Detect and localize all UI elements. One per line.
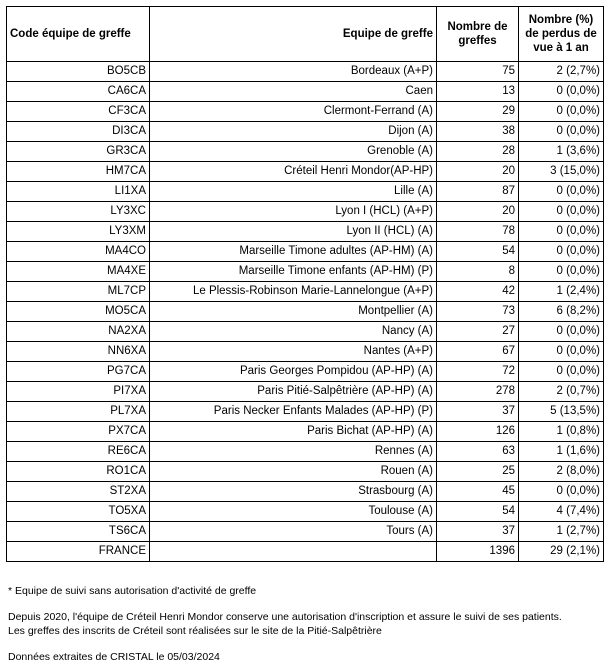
header-row — [7, 7, 604, 62]
cell-lost: 3 (15,0%) — [519, 162, 604, 182]
cell-code: PI7XA — [7, 382, 150, 402]
table-row — [7, 522, 604, 542]
cell-count: 73 — [437, 302, 519, 322]
cell-team: Marseille Timone enfants (AP-HM) (P) — [150, 262, 437, 282]
header-team: Equipe de greffe — [150, 7, 437, 62]
table-row — [7, 322, 604, 342]
cell-count: 20 — [437, 162, 519, 182]
cell-code: MA4CO — [7, 242, 150, 262]
table-row — [7, 62, 604, 82]
total-row — [7, 542, 604, 562]
cell-count: 25 — [437, 462, 519, 482]
table-row — [7, 362, 604, 382]
cell-team: Nancy (A) — [150, 322, 437, 342]
cell-team: Créteil Henri Mondor(AP-HP) — [150, 162, 437, 182]
cell-team: Strasbourg (A) — [150, 482, 437, 502]
cell-count: 37 — [437, 522, 519, 542]
cell-code: LY3XC — [7, 202, 150, 222]
cell-team: Lille (A) — [150, 182, 437, 202]
table-row — [7, 342, 604, 362]
cell-count: 54 — [437, 502, 519, 522]
cell-code: RO1CA — [7, 462, 150, 482]
cell-count: 27 — [437, 322, 519, 342]
cell-lost: 0 (0,0%) — [519, 182, 604, 202]
cell-team: Lyon I (HCL) (A+P) — [150, 202, 437, 222]
data-source: Données extraites de CRISTAL le 05/03/2024 — [8, 651, 220, 663]
cell-lost: 6 (8,2%) — [519, 302, 604, 322]
cell-code: ST2XA — [7, 482, 150, 502]
cell-lost: 0 (0,0%) — [519, 242, 604, 262]
cell-lost: 0 (0,0%) — [519, 82, 604, 102]
total-team — [150, 542, 437, 562]
table-row — [7, 302, 604, 322]
cell-lost: 1 (3,6%) — [519, 142, 604, 162]
table-row — [7, 202, 604, 222]
table-row — [7, 162, 604, 182]
cell-count: 72 — [437, 362, 519, 382]
table-row — [7, 242, 604, 262]
table-row — [7, 102, 604, 122]
cell-lost: 2 (8,0%) — [519, 462, 604, 482]
cell-lost: 2 (2,7%) — [519, 62, 604, 82]
total-code: FRANCE — [7, 542, 150, 562]
cell-lost: 0 (0,0%) — [519, 322, 604, 342]
cell-team: Paris Georges Pompidou (AP-HP) (A) — [150, 362, 437, 382]
cell-code: PX7CA — [7, 422, 150, 442]
table-row — [7, 122, 604, 142]
header-lost — [519, 7, 604, 62]
cell-count: 45 — [437, 482, 519, 502]
cell-count: 75 — [437, 62, 519, 82]
cell-lost: 0 (0,0%) — [519, 222, 604, 242]
cell-lost: 1 (2,4%) — [519, 282, 604, 302]
table-row — [7, 502, 604, 522]
cell-team: Toulouse (A) — [150, 502, 437, 522]
note-paragraph-1: Depuis 2020, l'équipe de Créteil Henri Mondor conserve une autorisation d'inscription et assure le suivi de ses patients. — [8, 611, 562, 623]
table-row — [7, 182, 604, 202]
cell-lost: 0 (0,0%) — [519, 362, 604, 382]
cell-code: DI3CA — [7, 122, 150, 142]
cell-lost: 0 (0,0%) — [519, 122, 604, 142]
cell-code: MO5CA — [7, 302, 150, 322]
cell-count: 8 — [437, 262, 519, 282]
cell-count: 13 — [437, 82, 519, 102]
table-row — [7, 402, 604, 422]
table-row — [7, 262, 604, 282]
cell-team: Paris Pitié-Salpêtrière (AP-HP) (A) — [150, 382, 437, 402]
cell-count: 87 — [437, 182, 519, 202]
cell-count: 37 — [437, 402, 519, 422]
cell-team: Lyon II (HCL) (A) — [150, 222, 437, 242]
total-count: 1396 — [437, 542, 519, 562]
table-row — [7, 282, 604, 302]
cell-code: GR3CA — [7, 142, 150, 162]
cell-team: Montpellier (A) — [150, 302, 437, 322]
header-lost-line1: Nombre (%) — [528, 14, 594, 26]
cell-team: Rouen (A) — [150, 462, 437, 482]
cell-count: 126 — [437, 422, 519, 442]
total-lost: 29 (2,1%) — [519, 542, 604, 562]
cell-lost: 0 (0,0%) — [519, 342, 604, 362]
cell-code: LY3XM — [7, 222, 150, 242]
cell-lost: 0 (0,0%) — [519, 262, 604, 282]
cell-code: CA6CA — [7, 82, 150, 102]
header-lost-line3: vue à 1 an — [533, 42, 589, 54]
cell-count: 78 — [437, 222, 519, 242]
cell-code: TS6CA — [7, 522, 150, 542]
cell-team: Dijon (A) — [150, 122, 437, 142]
cell-count: 28 — [437, 142, 519, 162]
cell-count: 29 — [437, 102, 519, 122]
cell-code: PL7XA — [7, 402, 150, 422]
table-row — [7, 462, 604, 482]
cell-lost: 0 (0,0%) — [519, 102, 604, 122]
cell-count: 278 — [437, 382, 519, 402]
table-body — [7, 62, 604, 542]
cell-team: Grenoble (A) — [150, 142, 437, 162]
cell-team: Caen — [150, 82, 437, 102]
header-count-line1: Nombre de — [447, 21, 508, 33]
header-count — [437, 7, 519, 62]
header-code: Code équipe de greffe — [7, 7, 150, 62]
cell-lost: 5 (13,5%) — [519, 402, 604, 422]
cell-team: Marseille Timone adultes (AP-HM) (A) — [150, 242, 437, 262]
note-paragraph-2: Les greffes des inscrits de Créteil sont réalisées sur le site de la Pitié-Salpêtrière — [8, 625, 382, 637]
cell-code: TO5XA — [7, 502, 150, 522]
cell-team: Le Plessis-Robinson Marie-Lannelongue (A+P) — [150, 282, 437, 302]
header-lost-line2: de perdus de — [525, 28, 597, 40]
cell-lost: 0 (0,0%) — [519, 482, 604, 502]
cell-code: HM7CA — [7, 162, 150, 182]
cell-code: BO5CB — [7, 62, 150, 82]
cell-code: NN6XA — [7, 342, 150, 362]
cell-team: Paris Bichat (AP-HP) (A) — [150, 422, 437, 442]
cell-team: Clermont-Ferrand (A) — [150, 102, 437, 122]
cell-team: Rennes (A) — [150, 442, 437, 462]
cell-lost: 1 (0,8%) — [519, 422, 604, 442]
cell-lost: 1 (1,6%) — [519, 442, 604, 462]
table-row — [7, 482, 604, 502]
cell-lost: 2 (0,7%) — [519, 382, 604, 402]
cell-count: 54 — [437, 242, 519, 262]
cell-code: CF3CA — [7, 102, 150, 122]
table-row — [7, 142, 604, 162]
cell-count: 67 — [437, 342, 519, 362]
cell-lost: 0 (0,0%) — [519, 202, 604, 222]
cell-code: RE6CA — [7, 442, 150, 462]
cell-count: 38 — [437, 122, 519, 142]
table-row — [7, 422, 604, 442]
cell-count: 20 — [437, 202, 519, 222]
graft-teams-table — [6, 6, 604, 562]
cell-team: Bordeaux (A+P) — [150, 62, 437, 82]
cell-code: MA4XE — [7, 262, 150, 282]
footnote: * Equipe de suivi sans autorisation d'activité de greffe — [8, 585, 257, 597]
cell-team: Nantes (A+P) — [150, 342, 437, 362]
cell-team: Tours (A) — [150, 522, 437, 542]
cell-team: Paris Necker Enfants Malades (AP-HP) (P) — [150, 402, 437, 422]
header-count-line2: greffes — [458, 35, 497, 47]
table-row — [7, 82, 604, 102]
cell-lost: 1 (2,7%) — [519, 522, 604, 542]
cell-lost: 4 (7,4%) — [519, 502, 604, 522]
cell-count: 42 — [437, 282, 519, 302]
table-row — [7, 442, 604, 462]
cell-code: PG7CA — [7, 362, 150, 382]
cell-code: ML7CP — [7, 282, 150, 302]
cell-count: 63 — [437, 442, 519, 462]
cell-code: LI1XA — [7, 182, 150, 202]
table-row — [7, 222, 604, 242]
table-row — [7, 382, 604, 402]
cell-code: NA2XA — [7, 322, 150, 342]
